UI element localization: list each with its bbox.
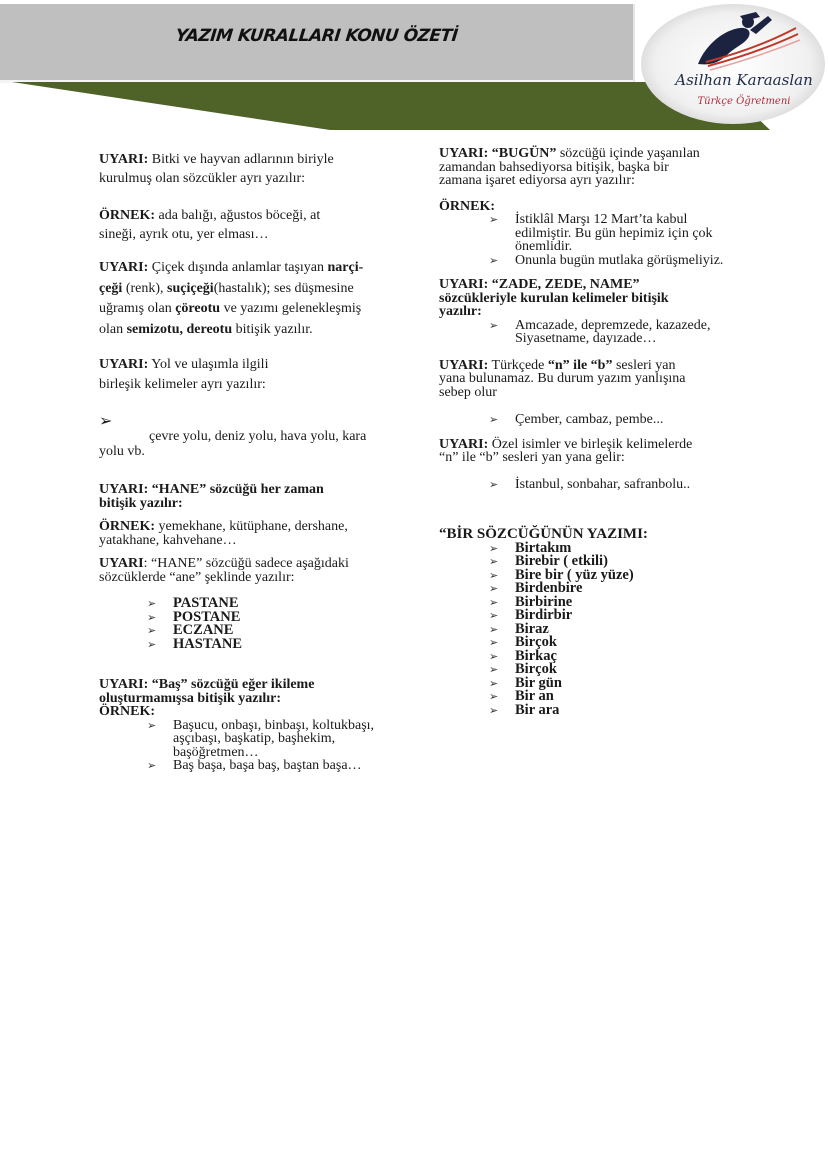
example-label: ÖRNEK: <box>99 208 155 223</box>
bold-term: çöreotu <box>175 301 221 316</box>
rule-label: UYARI: <box>99 260 149 275</box>
list-item-text: HASTANE <box>173 635 243 652</box>
rule-label: UYARI: <box>439 357 489 373</box>
arrow-bullet-icon: ➢ <box>147 624 157 637</box>
rule-text: : “HANE” sözcüğü sadece aşağıdaki <box>143 556 349 571</box>
bold-term: suçiçeği <box>167 280 214 296</box>
list-item-text: Birbirine <box>515 593 573 610</box>
rule-text: birleşik kelimeler ayrı yazılır: <box>99 377 266 392</box>
rule-text: bitişik yazılır. <box>232 321 313 337</box>
list-item-text: Onunla bugün mutlaka görüşmeliyiz. <box>515 252 724 268</box>
rule-road-transport <box>99 355 399 395</box>
list-item <box>489 701 749 718</box>
rule-text: zamandan bahsediyorsa bitişik, başka bir <box>439 159 669 175</box>
bold-term: narçi- <box>327 260 364 275</box>
bold-term: çeği <box>99 280 123 296</box>
rule-heading: UYARI: “Baş” sözcüğü eğer ikileme <box>99 677 315 692</box>
page-title: YAZIM KURALLARI KONU ÖZETİ <box>174 26 459 46</box>
logo-name: Asilhan Karaaslan <box>675 71 813 89</box>
rule-label: UYARI: <box>439 436 489 452</box>
list-item-text: Biraz <box>515 620 549 637</box>
right-column <box>439 147 749 717</box>
zade-example-list <box>489 319 749 346</box>
bold-term: “n” ile “b” <box>547 357 613 373</box>
rule-bas-heading <box>99 678 399 719</box>
arrow-bullet-icon: ➢ <box>147 597 157 610</box>
arrow-bullet-icon: ➢ <box>489 690 499 703</box>
example-hane <box>99 520 399 547</box>
list-item-text: PASTANE <box>173 595 239 611</box>
rule-text: uğramış olan <box>99 301 176 316</box>
list-item-text: Birkaç <box>515 647 557 664</box>
rule-plant-animal-names <box>99 150 399 188</box>
arrow-bullet-icon: ➢ <box>489 477 499 491</box>
example-label: ÖRNEK: <box>99 704 155 719</box>
rule-text: ve yazımı gelenekleşmiş <box>220 301 362 316</box>
list-item <box>489 413 749 427</box>
arrow-bullet-icon: ➢ <box>489 213 499 226</box>
list-item <box>489 254 729 268</box>
rule-n-b-sounds <box>439 359 749 400</box>
example-label: ÖRNEK: <box>99 519 155 534</box>
rule-text: sözcüklerde “ane” şeklinde yazılır: <box>99 569 295 585</box>
example-text: yatakhane, kahvehane… <box>99 532 237 548</box>
arrow-bullet-icon: ➢ <box>489 609 499 622</box>
rule-text: sözcüğü içinde yaşanılan <box>556 146 700 161</box>
arrow-bullet-icon: ➢ <box>147 759 157 772</box>
rule-ane-exceptions <box>99 557 399 584</box>
example-text: ada balığı, ağustos böceği, at <box>155 208 321 223</box>
rule-text: Bitki ve hayvan adlarının biriyle <box>148 152 334 167</box>
rule-flower-names <box>99 258 399 340</box>
arrow-bullet-icon: ➢ <box>147 610 157 624</box>
rule-text: (hastalık); ses düşmesine <box>213 280 354 296</box>
rule-heading: yazılır: <box>439 304 482 319</box>
list-item-text: Çember, cambaz, pembe... <box>515 412 664 427</box>
list-item <box>147 719 397 760</box>
rule-text: “n” ile “b” sesleri yan yana gelir: <box>439 450 625 465</box>
arrow-bullet-icon: ➢ <box>99 411 113 430</box>
arrow-bullet-icon: ➢ <box>489 582 499 595</box>
example-road-transport <box>99 429 399 459</box>
arrow-bullet-icon: ➢ <box>489 253 499 267</box>
list-item-text: Birçok <box>515 661 557 677</box>
arrow-bullet-icon: ➢ <box>489 413 499 426</box>
ane-word-list <box>147 597 399 651</box>
arrow-bullet-icon: ➢ <box>489 663 499 676</box>
list-item-text: Bir an <box>515 688 554 704</box>
arrow-bullet-icon: ➢ <box>489 622 499 636</box>
bas-example-list <box>147 719 397 773</box>
arrow-bullet-icon: ➢ <box>489 555 499 568</box>
arrow-bullet-icon: ➢ <box>489 703 499 717</box>
list-item <box>489 319 749 346</box>
arrow-bullet-icon: ➢ <box>489 318 499 332</box>
list-item-text: Bir gün <box>515 674 562 691</box>
bold-term: semizotu, dereotu <box>126 321 233 337</box>
bir-word-list <box>489 539 749 718</box>
list-item <box>147 635 399 652</box>
rule-text: Özel isimler ve birleşik kelimelerde <box>488 436 693 452</box>
list-item-text: Birçok <box>515 634 557 650</box>
example-text: çevre yolu, deniz yolu, hava yolu, kara <box>149 429 367 444</box>
list-item-text: Birdirbir <box>515 607 573 623</box>
rule-text: Türkçede <box>488 357 548 373</box>
example-text: yemekhane, kütüphane, dershane, <box>155 519 348 534</box>
rule-heading: oluşturmamışsa bitişik yazılır: <box>99 690 282 706</box>
n-b-example-list <box>489 413 749 427</box>
rule-text: zamana işaret ediyorsa ayrı yazılır: <box>439 173 635 188</box>
rule-label: UYARI: <box>99 357 149 372</box>
rule-label: UYARI: <box>99 152 149 167</box>
arrow-bullet-icon: ➢ <box>147 718 157 732</box>
arrow-bullet-icon: ➢ <box>489 676 499 690</box>
rule-text: kurulmuş olan sözcükler ayrı yazılır: <box>99 171 306 186</box>
arrow-bullet-icon: ➢ <box>489 595 499 609</box>
bugun-example-list <box>489 213 729 267</box>
list-item <box>489 213 729 254</box>
rule-label: UYARI <box>99 556 144 571</box>
header-banner <box>0 4 635 83</box>
list-item-text: Amcazade, depremzede, kazazede, Siyasetname, dayızade… <box>515 317 711 346</box>
example-text: yolu vb. <box>99 444 145 459</box>
rule-text: olan <box>99 321 127 337</box>
example-plant-animal <box>99 206 399 244</box>
arrow-bullet-icon: ➢ <box>489 649 499 663</box>
rule-heading: UYARI: “HANE” sözcüğü her zaman <box>99 482 324 497</box>
arrow-bullet-icon: ➢ <box>489 636 499 649</box>
rule-bugun <box>439 147 749 188</box>
bir-section-heading: “BİR SÖZCÜĞÜNÜN YAZIMI: <box>439 526 648 542</box>
rule-text: (renk), <box>122 280 168 296</box>
rule-proper-names <box>439 438 749 465</box>
arrow-bullet-icon: ➢ <box>489 568 499 582</box>
list-item-text: POSTANE <box>173 608 241 625</box>
arrow-bullet-icon: ➢ <box>147 637 157 651</box>
example-label: ÖRNEK: <box>439 198 495 214</box>
list-item-text: Birtakım <box>515 539 572 556</box>
list-item-text: ECZANE <box>173 622 234 638</box>
list-item <box>147 759 397 773</box>
rule-text: yana bulunamaz. Bu durum yazım yanlışına <box>439 371 686 386</box>
list-item-text: Başucu, onbaşı, binbaşı, koltukbaşı, aşçıbaşı, başkatip, başhekim, başöğretmen… <box>173 717 375 760</box>
list-item-text: Birebir ( etkili) <box>515 553 608 569</box>
list-item-text: Bir ara <box>515 701 560 718</box>
logo-subtitle: Türkçe Öğretmeni <box>697 96 791 107</box>
proper-names-example-list <box>489 478 749 492</box>
example-text: sineği, ayrık otu, yer elması… <box>99 227 269 242</box>
rule-hane-heading <box>99 483 399 510</box>
list-item-text: Baş başa, başa baş, baştan başa… <box>173 758 362 773</box>
list-item-text: Bire bir ( yüz yüze) <box>515 566 634 583</box>
list-item-text: Birdenbire <box>515 580 583 596</box>
rule-heading: UYARI: “ZADE, ZEDE, NAME” <box>439 277 640 292</box>
rule-heading: sözcükleriyle kurulan kelimeler bitişik <box>439 290 669 306</box>
rule-text: sebep olur <box>439 384 497 400</box>
rule-text: sesleri yan <box>612 357 676 373</box>
rule-text: Çiçek dışında anlamlar taşıyan <box>148 260 328 275</box>
rule-text: Yol ve ulaşımla ilgili <box>148 357 269 372</box>
list-item-text: İstiklâl Marşı 12 Mart’ta kabul edilmiştir. Bu gün hepimiz için çok önemlidir. <box>515 212 713 254</box>
list-item <box>489 478 749 492</box>
rule-heading: bitişik yazılır: <box>99 495 183 511</box>
arrow-bullet-icon: ➢ <box>489 541 499 555</box>
rule-zade-heading <box>439 278 749 319</box>
logo-badge <box>636 2 826 130</box>
list-item-text: İstanbul, sonbahar, safranbolu.. <box>515 476 691 492</box>
left-column <box>99 150 399 773</box>
rule-label: UYARI: “BUGÜN” <box>439 146 557 161</box>
